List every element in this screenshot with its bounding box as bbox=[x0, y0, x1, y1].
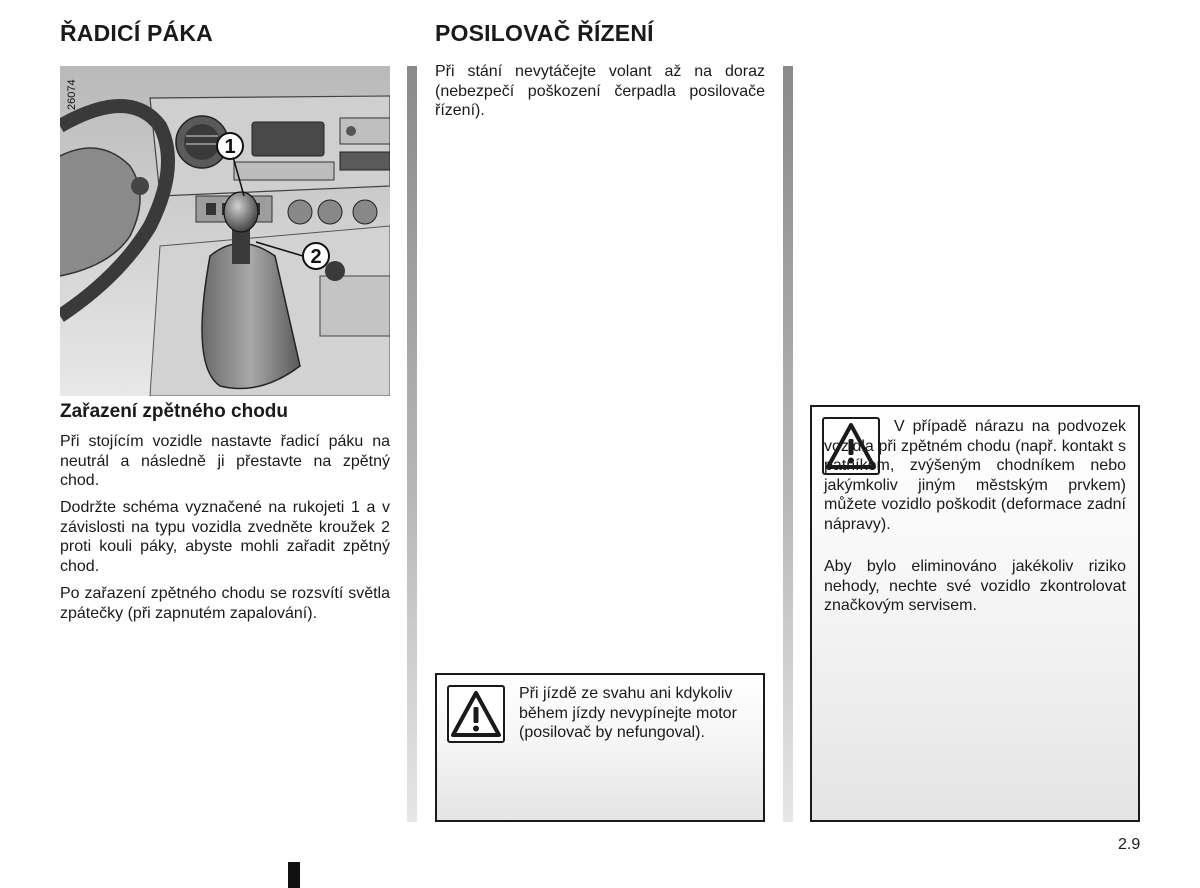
dashboard-drawing bbox=[60, 66, 390, 396]
warning-box-underbody bbox=[810, 405, 1140, 822]
page-number: 2.9 bbox=[1118, 836, 1141, 853]
gear-lever-illustration bbox=[60, 66, 390, 396]
power-steering-paragraph: Při stání nevytáčejte volant až na doraz (nebezpečí poškození čerpadla posilovače řízení). bbox=[435, 63, 765, 119]
warning-text-engine: Při jízdě ze svahu ani kdykoliv během jízdy nevypínejte motor (posilovač by nefungoval). bbox=[519, 685, 737, 741]
warning-triangle-icon bbox=[447, 685, 505, 743]
reverse-gear-paragraph-1: Při stojícím vozidle nastavte řadicí páku na neutrál a následně ji přestavte na zpětný chod. bbox=[60, 433, 390, 489]
section-heading-gear-lever: ŘADICÍ PÁKA bbox=[60, 20, 213, 46]
reverse-gear-subheading: Zařazení zpětného chodu bbox=[60, 401, 289, 422]
section-heading-power-steering: POSILOVAČ ŘÍZENÍ bbox=[435, 20, 654, 46]
reverse-gear-paragraph-3: Po zařazení zpětného chodu se rozsvítí světla zpátečky (při zapnutém zapalování). bbox=[60, 585, 390, 622]
warning-text-underbody-2: Aby bylo eliminováno jakékoliv riziko nehody, nechte své vozidlo zkontrolovat značkovým servisem. bbox=[824, 558, 1126, 614]
warning-box-engine bbox=[435, 673, 765, 822]
reverse-gear-paragraph-2: Dodržte schéma vyznačené na rukojeti 1 a v závislosti na typu vozidla zvedněte kroužek 2 proti kouli páky, abyste mohli zařadit zpětný chod. bbox=[60, 499, 390, 575]
column-divider bbox=[407, 66, 417, 822]
warning-text-underbody-1: V případě nárazu na podvozek vozidla při zpětném chodu (např. kontakt s patníkem, zvýšeným chodníkem nebo jakýmkoliv jiným městským prvkem) můžete vozidlo poškodit (deformace zadní nápravy). bbox=[824, 418, 1126, 533]
column-divider bbox=[783, 66, 793, 822]
callout-1-label: 1 bbox=[224, 136, 236, 158]
thumb-index-mark bbox=[288, 862, 300, 888]
figure-number: 26074 bbox=[66, 79, 78, 110]
callout-2-label: 2 bbox=[310, 246, 322, 268]
